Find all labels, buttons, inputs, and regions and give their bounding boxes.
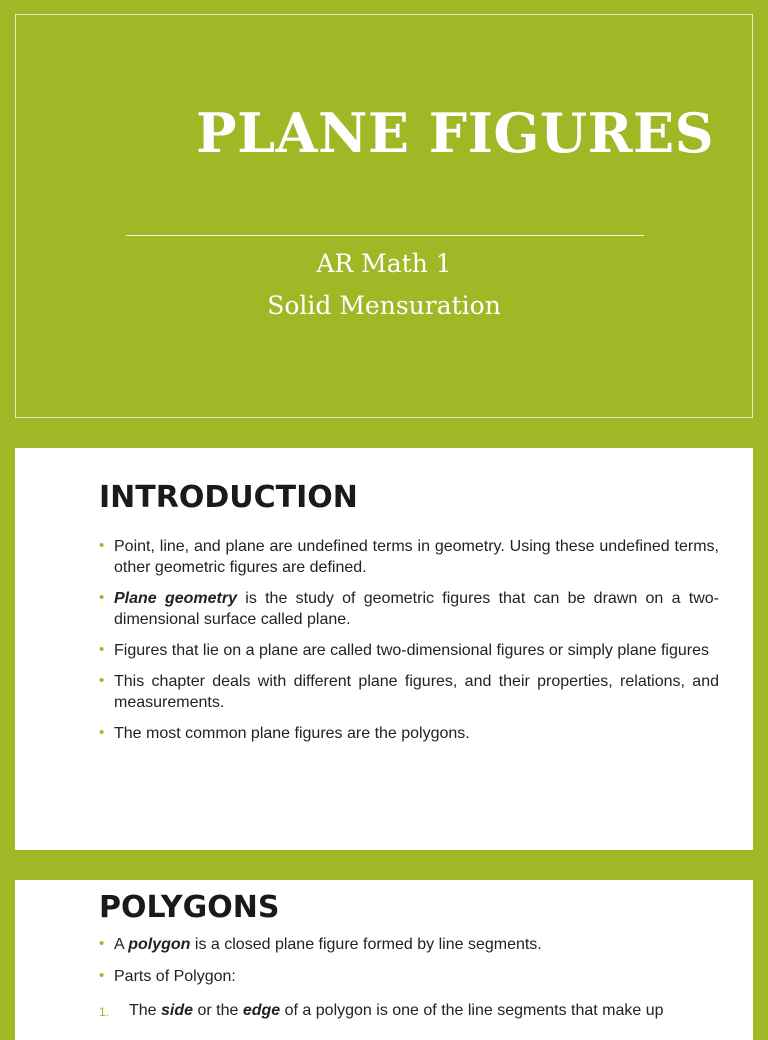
- bullet-item: • Parts of Polygon:: [99, 967, 236, 985]
- introduction-heading: INTRODUCTION: [99, 480, 358, 515]
- bullet-icon: •: [99, 724, 105, 741]
- bullet-icon: •: [99, 537, 105, 554]
- bullet-icon: •: [99, 967, 105, 984]
- parts-list: [99, 1000, 719, 1021]
- bullet-item: • Figures that lie on a plane are called two-dimensional figures or simply plane figures: [99, 641, 709, 659]
- subtitle-topic: Solid Mensuration: [267, 291, 501, 320]
- term-polygon: polygon: [128, 936, 191, 953]
- subtitle-course: AR Math 1: [316, 249, 452, 278]
- term-edge: edge: [242, 1002, 281, 1019]
- polygons-slide: [15, 880, 753, 1040]
- bullet-icon: •: [99, 641, 105, 658]
- bullet-item: • A polygon is a closed plane figure formed by line segments.: [99, 935, 542, 953]
- bullet-icon: •: [99, 935, 105, 952]
- polygons-heading: POLYGONS: [99, 890, 280, 925]
- bullet-item: • This chapter deals with different plane figures, and their properties, relations, and measurements.: [99, 672, 719, 711]
- term-plane-geometry: Plane geometry: [114, 590, 237, 607]
- term-side: side: [161, 1002, 194, 1019]
- slide-title: PLANE FIGURES: [196, 101, 715, 165]
- title-divider: [126, 235, 644, 236]
- bullet-icon: •: [99, 589, 105, 606]
- polygons-bullets: [99, 934, 719, 998]
- item-number: 1.: [99, 1005, 110, 1019]
- title-slide: [15, 14, 753, 418]
- introduction-slide: [15, 448, 753, 850]
- introduction-bullets: [99, 536, 719, 754]
- bullet-item: • Point, line, and plane are undefined terms in geometry. Using these undefined terms, other geometric figures are defined.: [99, 537, 719, 576]
- bullet-icon: •: [99, 672, 105, 689]
- bullet-item: • The most common plane figures are the polygons.: [99, 724, 470, 742]
- bullet-item: • Plane geometry is the study of geometric figures that can be drawn on a two-dimensional surface called plane.: [99, 589, 720, 628]
- numbered-item: 1. The side or the edge of a polygon is one of the line segments that make up: [99, 1000, 719, 1021]
